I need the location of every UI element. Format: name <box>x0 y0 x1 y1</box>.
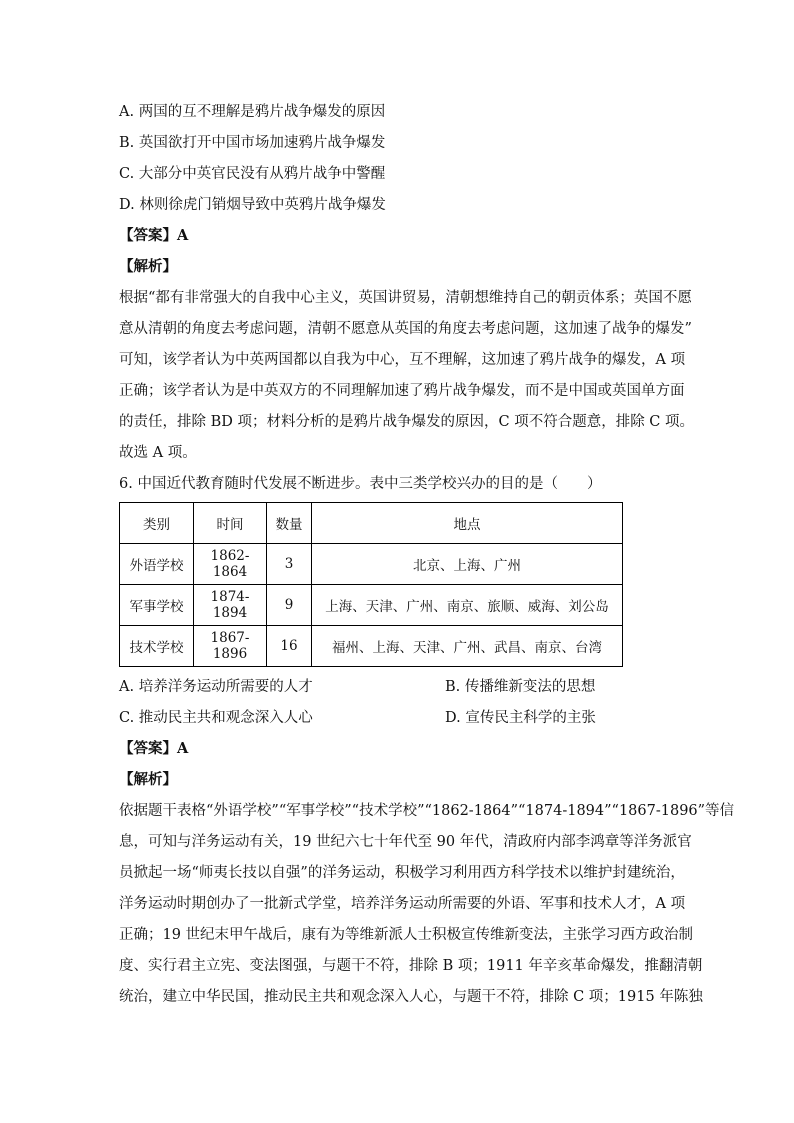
table-cell: 1874-1894 <box>194 585 267 626</box>
table-cell: 16 <box>267 626 312 667</box>
table-row <box>120 626 623 667</box>
school-table <box>119 502 623 667</box>
table-header-cell: 地点 <box>312 503 623 544</box>
prev-option-b: B. 英国欲打开中国市场加速鸦片战争爆发 <box>119 135 386 151</box>
table-cell: 3 <box>267 544 312 585</box>
question6-stem: 6. 中国近代教育随时代发展不断进步。表中三类学校兴办的目的是（ ） <box>119 476 602 492</box>
table-header-cell: 数量 <box>267 503 312 544</box>
q6-analysis-line: 正确；19 世纪末甲午战后，康有为等维新派人士积极宣传维新变法，主张学习西方政治制 <box>119 927 694 943</box>
table-header-cell: 类别 <box>120 503 194 544</box>
q6-analysis-line: 员掀起一场“师夷长技以自强”的洋务运动，积极学习利用西方科学技术以维护封建统治， <box>119 865 685 881</box>
table-header-row <box>120 503 623 544</box>
prev-answer: 【答案】A <box>119 227 189 244</box>
table-cell: 北京、上海、广州 <box>312 544 623 585</box>
prev-option-d: D. 林则徐虎门销烟导致中英鸦片战争爆发 <box>119 197 386 213</box>
prev-analysis-line: 意从清朝的角度去考虑问题，清朝不愿意从英国的角度去考虑问题，这加速了战争的爆发” <box>119 321 692 337</box>
table-cell: 1862-1864 <box>194 544 267 585</box>
prev-analysis-heading: 【解析】 <box>119 258 177 275</box>
prev-analysis-line: 可知，该学者认为中英两国都以自我为中心，互不理解，这加速了鸦片战争的爆发，A 项 <box>119 352 686 368</box>
prev-option-a: A. 两国的互不理解是鸦片战争爆发的原因 <box>119 104 386 120</box>
q6-answer: 【答案】A <box>119 740 189 757</box>
table-row <box>120 585 623 626</box>
table-cell: 军事学校 <box>120 585 194 626</box>
q6-analysis-line: 洋务运动时期创办了一批新式学堂，培养洋务运动所需要的外语、军事和技术人才，A 项 <box>119 896 686 912</box>
prev-analysis-line: 的责任，排除 BD 项；材料分析的是鸦片战争爆发的原因，C 项不符合题意，排除 C 项。 <box>119 414 695 430</box>
table-cell: 外语学校 <box>120 544 194 585</box>
prev-option-c: C. 大部分中英官民没有从鸦片战争中警醒 <box>119 166 386 182</box>
option-b: B. 传播维新变法的思想 <box>445 679 596 695</box>
q6-analysis-line: 度、实行君主立宪、变法图强，与题干不符，排除 B 项；1911 年辛亥革命爆发，推翻清朝 <box>119 958 703 974</box>
table-cell: 上海、天津、广州、南京、旅顺、威海、刘公岛 <box>312 585 623 626</box>
option-c: C. 推动民主共和观念深入人心 <box>119 710 313 726</box>
prev-analysis-line: 正确；该学者认为是中英双方的不同理解加速了鸦片战争爆发，而不是中国或英国单方面 <box>119 383 685 399</box>
q6-analysis-line: 依据题干表格“外语学校”“军事学校”“技术学校”“1862-1864”“1874-1894”“1867-1896”等信 <box>119 803 735 819</box>
option-d: D. 宣传民主科学的主张 <box>445 710 596 726</box>
option-a: A. 培养洋务运动所需要的人才 <box>119 679 313 695</box>
table-cell: 福州、上海、天津、广州、武昌、南京、台湾 <box>312 626 623 667</box>
table-header-cell: 时间 <box>194 503 267 544</box>
table-cell: 技术学校 <box>120 626 194 667</box>
prev-analysis-line: 根据“都有非常强大的自我中心主义，英国讲贸易，清朝想维持自己的朝贡体系；英国不愿 <box>119 290 692 306</box>
q6-analysis-line: 息，可知与洋务运动有关，19 世纪六七十年代至 90 年代，清政府内部李鸿章等洋务派官 <box>119 834 692 850</box>
table-cell: 1867-1896 <box>194 626 267 667</box>
prev-analysis-line: 故选 A 项。 <box>119 445 197 461</box>
q6-analysis-line: 统治，建立中华民国，推动民主共和观念深入人心，与题干不符，排除 C 项；1915 年陈独 <box>119 989 703 1005</box>
table-cell: 9 <box>267 585 312 626</box>
table-row <box>120 544 623 585</box>
q6-analysis-heading: 【解析】 <box>119 771 177 788</box>
